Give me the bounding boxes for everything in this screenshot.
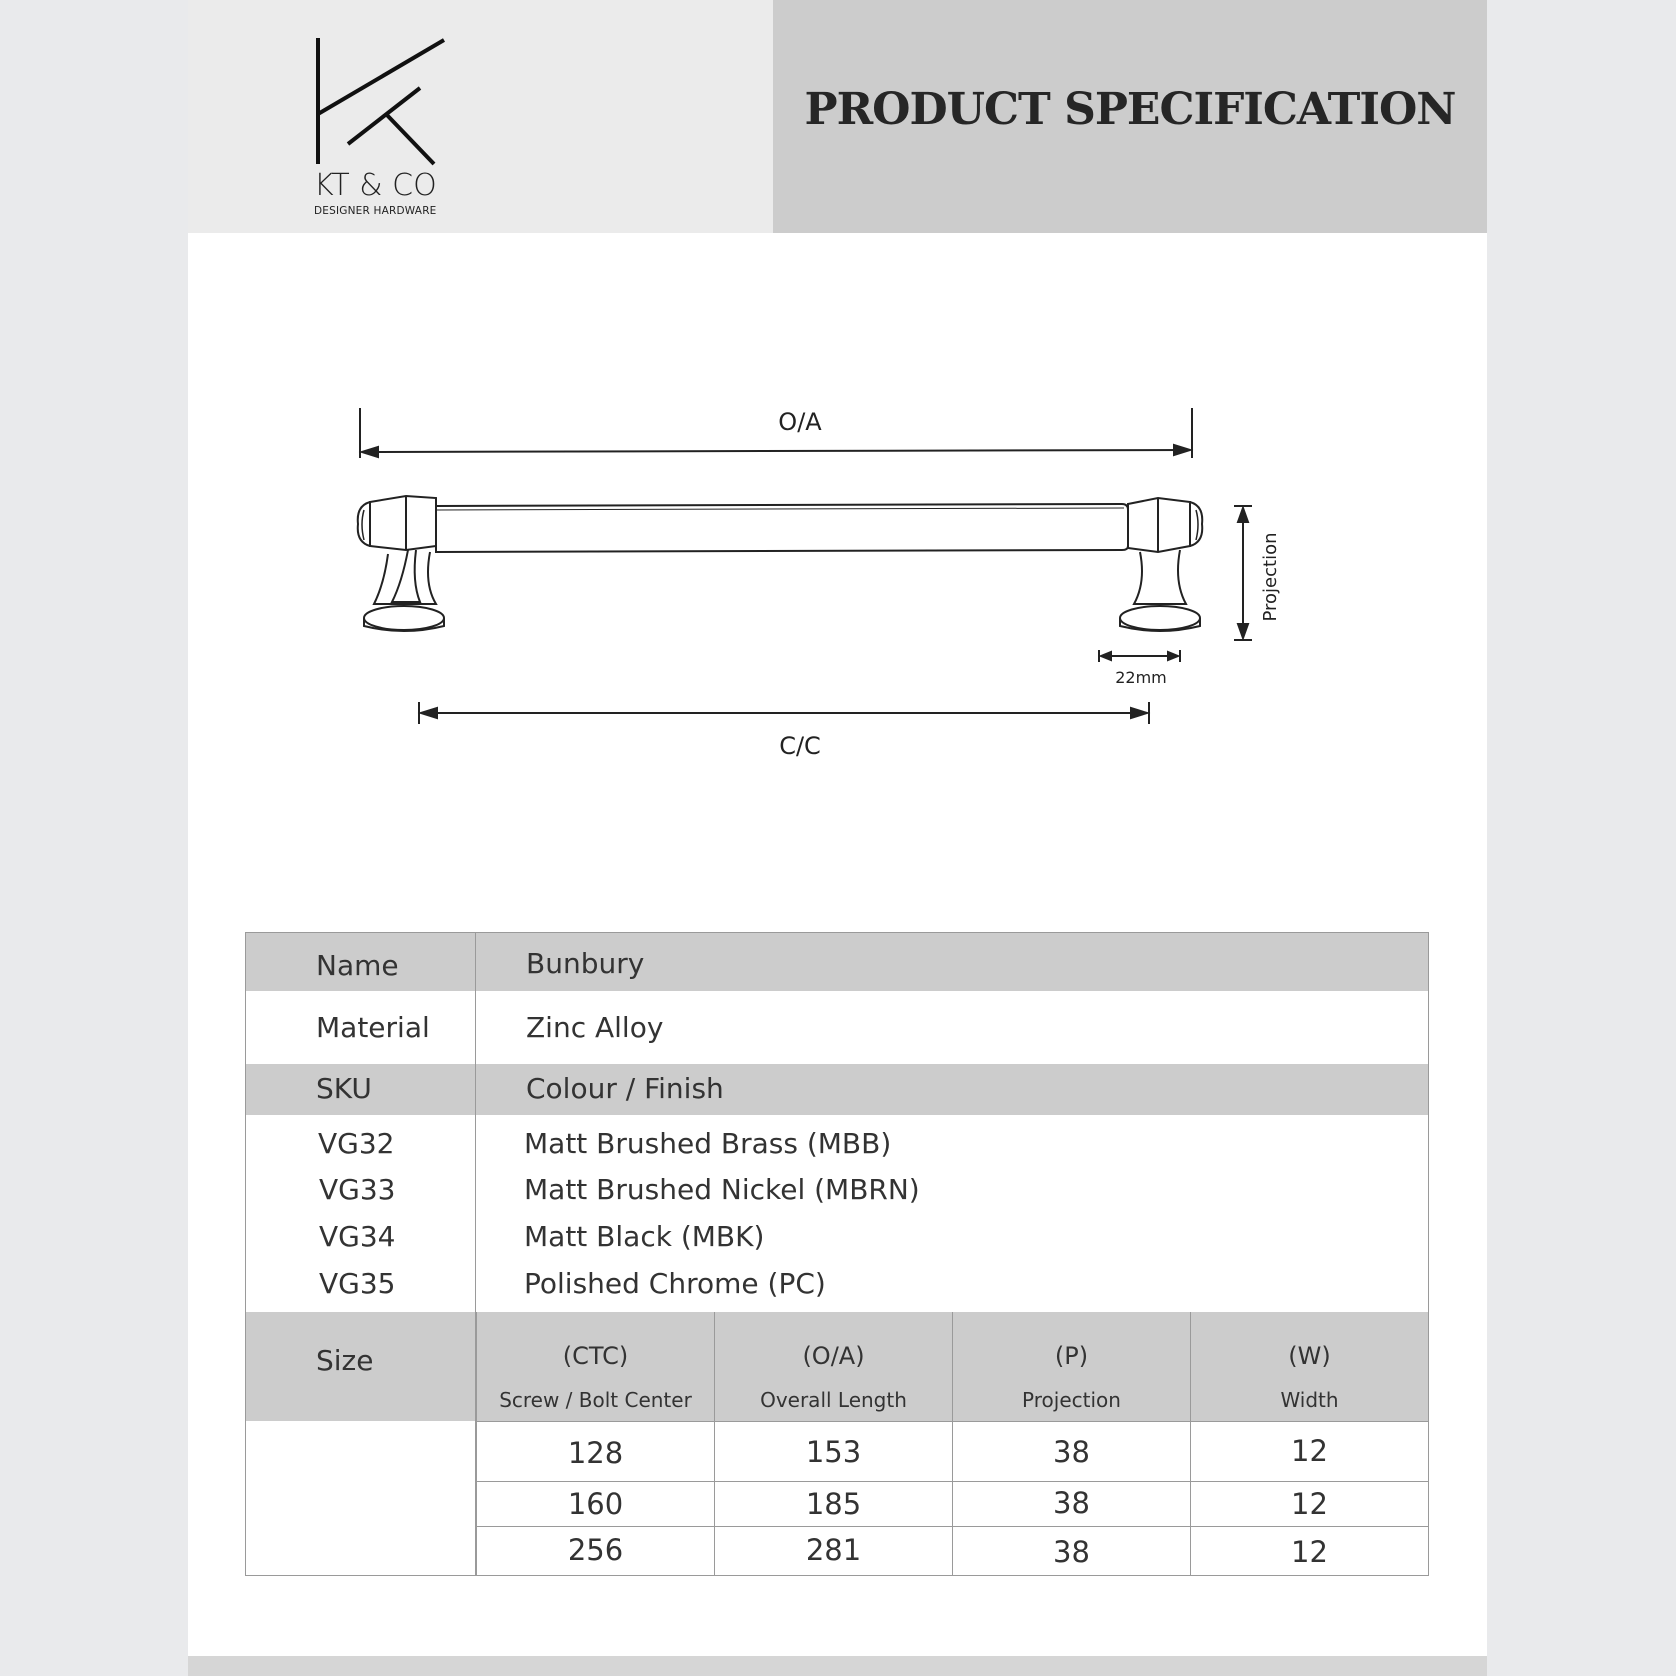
column-desc: Projection <box>1022 1388 1121 1412</box>
sku-label: SKU <box>316 1072 372 1105</box>
sku-finish: Matt Black (MBK) <box>524 1220 765 1253</box>
size-label: Size <box>316 1344 374 1377</box>
size-header-row <box>246 1312 1428 1421</box>
column-abbr: (O/A) <box>802 1342 865 1370</box>
sku-code: VG34 <box>319 1220 396 1253</box>
size-values <box>246 1421 1428 1575</box>
table-cell: 256 <box>476 1527 714 1575</box>
name-row <box>246 933 1428 991</box>
table-cell: 185 <box>714 1482 952 1526</box>
sku-finish: Polished Chrome (PC) <box>524 1267 826 1300</box>
table-cell: 12 <box>1190 1422 1428 1481</box>
column-desc: Overall Length <box>760 1388 907 1412</box>
finish-label: Colour / Finish <box>526 1072 724 1105</box>
brand-tagline: DESIGNER HARDWARE <box>314 205 437 217</box>
oa-dimension-line <box>362 450 1190 452</box>
name-label: Name <box>316 949 399 982</box>
table-cell: 153 <box>714 1422 952 1481</box>
size-column-oa <box>714 1312 952 1421</box>
table-row <box>476 1481 1428 1526</box>
table-cell: 38 <box>952 1422 1190 1481</box>
right-post <box>1134 550 1186 604</box>
size-column-ctc <box>476 1312 714 1421</box>
size-column-width <box>1190 1312 1428 1421</box>
table-row <box>476 1421 1428 1481</box>
table-cell: 12 <box>1190 1527 1428 1575</box>
brand-name: KT & CO <box>314 168 437 203</box>
table-cell: 160 <box>476 1482 714 1526</box>
page-title: PRODUCT SPECIFICATION <box>804 84 1456 135</box>
column-abbr: (CTC) <box>562 1342 629 1370</box>
table-cell: 38 <box>952 1482 1190 1526</box>
sku-code: VG32 <box>318 1127 395 1160</box>
sku-code: VG33 <box>319 1173 396 1206</box>
table-row <box>476 1526 1428 1575</box>
sku-code: VG35 <box>319 1267 396 1300</box>
sku-list <box>246 1115 1428 1312</box>
oa-label: O/A <box>778 408 822 436</box>
material-label: Material <box>316 1011 430 1044</box>
sku-finish: Matt Brushed Brass (MBB) <box>524 1127 892 1160</box>
column-desc: Width <box>1280 1388 1339 1412</box>
size-column-projection <box>952 1312 1190 1421</box>
spec-sheet-page <box>188 0 1487 1676</box>
table-cell: 281 <box>714 1527 952 1575</box>
table-cell: 128 <box>476 1422 714 1481</box>
column-abbr: (W) <box>1288 1342 1331 1370</box>
left-post <box>392 550 420 602</box>
table-cell: 38 <box>952 1527 1190 1575</box>
table-cell: 12 <box>1190 1482 1428 1526</box>
column-desc: Screw / Bolt Center <box>499 1388 692 1412</box>
sku-finish: Matt Brushed Nickel (MBRN) <box>524 1173 920 1206</box>
name-value: Bunbury <box>526 947 645 980</box>
footer-bar <box>188 1656 1487 1676</box>
cc-label: C/C <box>779 732 821 760</box>
material-value: Zinc Alloy <box>526 1011 664 1044</box>
brand-panel <box>188 0 773 233</box>
material-row <box>246 991 1428 1064</box>
handle-bar <box>436 504 1128 552</box>
title-panel <box>773 0 1487 233</box>
spec-table <box>245 932 1429 1576</box>
base-label: 22mm <box>1115 668 1167 687</box>
handle-technical-drawing <box>188 370 1487 790</box>
column-abbr: (P) <box>1054 1342 1089 1370</box>
sku-header-row <box>246 1064 1428 1115</box>
projection-label: Projection <box>1260 532 1281 622</box>
